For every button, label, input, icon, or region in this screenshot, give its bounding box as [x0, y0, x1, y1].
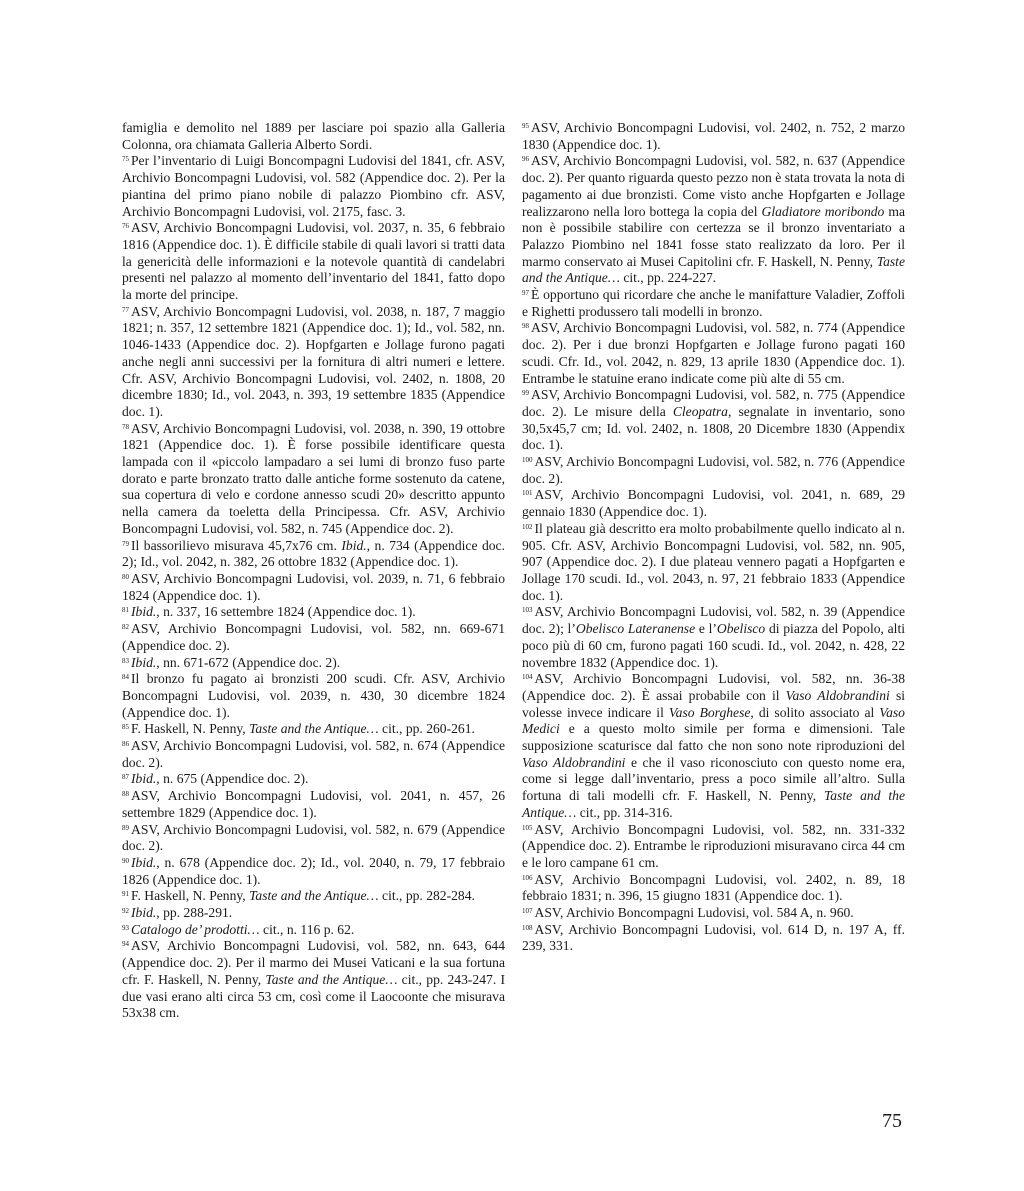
- footnote: [522, 487, 905, 520]
- footnote-text: Ibid., n. 678 (Appendice doc. 2); Id., vol. 2040, n. 79, 17 febbraio 1826 (Appendice doc. 1).: [122, 854, 505, 887]
- footnote: [122, 538, 505, 571]
- footnote-number: 101: [522, 489, 533, 498]
- footnote-text: È opportuno qui ricordare che anche le manifatture Valadier, Zoffoli e Righetti produssero tali modelli in bronzo.: [522, 287, 905, 319]
- footnote-number: 97: [522, 289, 529, 298]
- footnote: [522, 320, 905, 387]
- footnote-text: Il plateau già descritto era molto probabilmente quello indicato al n. 905. Cfr. ASV, Archivio Boncompagni Ludovisi, vol. 582, nn. 905, 907 (Appendice doc. 2). I due plateau vennero pagati a Hopfgarten e Jollage 170 scudi. Id., vol. 2043, n. 97, 21 febbraio 1833 (Appendice doc. 1).: [522, 520, 905, 603]
- footnote: [122, 788, 505, 821]
- footnote-text: ASV, Archivio Boncompagni Ludovisi, vol. 614 D, n. 197 A, ff. 239, 331.: [522, 921, 905, 954]
- footnote-text: ASV, Archivio Boncompagni Ludovisi, vol. 2038, n. 390, 19 ottobre 1821 (Appendice doc. 1). È forse possibile identificare questa lampada con il «piccolo lampadaro a sei lumi di bronzo fuso parte dorato e parte bronzato tratto dalle antiche forme sostenuto da catene, sua copertura di velo e cordone annesso scudi 20» descritto appunto nella camera da toeletta della Principessa. Cfr. ASV, Archivio Boncompagni Ludovisi, vol. 582, n. 745 (Appendice doc. 2).: [122, 420, 505, 536]
- footnote-number: 98: [522, 322, 529, 331]
- footnote: [522, 604, 905, 671]
- footnote-text: ASV, Archivio Boncompagni Ludovisi, vol. 2037, n. 35, 6 febbraio 1816 (Appendice doc. 1). È difficile stabile di quali lavori si tratti data la genericità delle informazioni e la notevole quantità di candelabri presenti nel palazzo al momento dell’inventario del 1841, fatto dopo la morte del principe.: [122, 220, 505, 303]
- footnote-text: ASV, Archivio Boncompagni Ludovisi, vol. 2041, n. 457, 26 settembre 1829 (Appendice doc. 1).: [122, 788, 505, 820]
- page-number: 75: [882, 1110, 902, 1132]
- footnote: [122, 738, 505, 771]
- footnote: [522, 287, 905, 320]
- footnote-number: 85: [122, 723, 129, 732]
- footnote-number: 91: [122, 890, 129, 899]
- footnote-number: 105: [522, 823, 533, 832]
- footnote-text: ASV, Archivio Boncompagni Ludovisi, vol. 582, nn. 643, 644 (Appendice doc. 2). Per il marmo dei Musei Vaticani e la sua fortuna cfr. F. Haskell, N. Penny, Taste and the Antique… cit., pp. 243-247. I due vasi erano alti circa 53 cm, così come il Laocoonte che misurava 53x38 cm.: [122, 938, 505, 1021]
- footnote-text: Il bronzo fu pagato ai bronzisti 200 scudi. Cfr. ASV, Archivio Boncompagni Ludovisi, vol. 2039, n. 430, 30 dicembre 1824 (Appendice doc. 1).: [122, 671, 505, 720]
- footnote: [522, 120, 905, 153]
- footnote: [522, 671, 905, 821]
- footnote-text: Ibid., n. 337, 16 settembre 1824 (Appendice doc. 1).: [131, 604, 416, 620]
- footnote: [522, 387, 905, 454]
- footnote-text: Catalogo de’ prodotti… cit., n. 116 p. 62.: [131, 921, 355, 937]
- footnote-list-left: [122, 153, 505, 1022]
- footnote: [122, 922, 505, 939]
- footnote-text: ASV, Archivio Boncompagni Ludovisi, vol. 584 A, n. 960.: [534, 905, 854, 921]
- footnote: [122, 571, 505, 604]
- footnote-text: ASV, Archivio Boncompagni Ludovisi, vol. 582, n. 774 (Appendice doc. 2). Per i due bronzi Hopfgarten e Jollage furono pagati 160 scudi. Cfr. Id., vol. 2042, n. 829, 13 aprile 1830 (Appendice doc. 1). Entrambe le statuine erano indicate come più alte di 55 cm.: [522, 320, 905, 386]
- footnote-number: 88: [122, 790, 129, 799]
- footnote-number: 108: [522, 923, 533, 932]
- footnote-text: ASV, Archivio Boncompagni Ludovisi, vol. 582, nn. 669-671 (Appendice doc. 2).: [122, 621, 505, 653]
- footnote-text: Ibid., pp. 288-291.: [131, 905, 233, 921]
- footnote: [122, 421, 505, 538]
- footnote: [122, 621, 505, 654]
- footnote-number: 103: [522, 606, 533, 615]
- footnote-text: ASV, Archivio Boncompagni Ludovisi, vol. 2039, n. 71, 6 febbraio 1824 (Appendice doc. 1).: [122, 570, 505, 603]
- footnote-number: 83: [122, 656, 129, 665]
- footnote-number: 77: [122, 305, 129, 314]
- footnote-number: 81: [122, 606, 129, 615]
- footnote-number: 82: [122, 623, 129, 632]
- footnote-continuation: famiglia e demolito nel 1889 per lasciare poi spazio alla Galleria Colonna, ora chiamata Galleria Alberto Sordi.: [122, 120, 505, 152]
- footnotes-left-column: [122, 120, 505, 1022]
- footnote-number: 75: [122, 155, 129, 164]
- footnote: [122, 888, 505, 905]
- footnote-text: Ibid., n. 675 (Appendice doc. 2).: [131, 771, 309, 787]
- footnote-number: 104: [522, 673, 533, 682]
- footnote-number: 106: [522, 873, 533, 882]
- footnote: [122, 822, 505, 855]
- footnote-text: ASV, Archivio Boncompagni Ludovisi, vol. 582, n. 776 (Appendice doc. 2).: [522, 454, 905, 486]
- footnote-text: ASV, Archivio Boncompagni Ludovisi, vol. 582, n. 775 (Appendice doc. 2). Le misure della Cleopatra, segnalate in inventario, sono 30,5x45,7 cm; Id. vol. 2402, n. 1808, 20 Dicembre 1830 (Appendix doc. 1).: [522, 387, 905, 453]
- footnote-number: 102: [522, 522, 533, 531]
- footnote: [122, 721, 505, 738]
- footnote-number: 76: [122, 222, 129, 231]
- footnote-number: 79: [122, 539, 129, 548]
- footnote: [122, 855, 505, 888]
- footnote-text: ASV, Archivio Boncompagni Ludovisi, vol. 582, n. 674 (Appendice doc. 2).: [122, 738, 505, 770]
- footnote-number: 99: [522, 389, 529, 398]
- footnote: [522, 521, 905, 605]
- footnote: [122, 220, 505, 304]
- footnote-list-right: [522, 120, 905, 955]
- footnote-text: ASV, Archivio Boncompagni Ludovisi, vol. 2038, n. 187, 7 maggio 1821; n. 357, 12 settembre 1821 (Appendice doc. 1); Id., vol. 582, nn. 1046-1433 (Appendice doc. 2). Hopfgarten e Jollage furono pagati anche negli anni successivi per la fornitura di altri numeri e lettere. Cfr. ASV, Archivio Boncompagni Ludovisi, vol. 2402, n. 1808, 20 dicembre 1830; Id., vol. 2043, n. 393, 19 settembre 1835 (Appendice doc. 1).: [122, 303, 505, 419]
- footnote-number: 92: [122, 907, 129, 916]
- footnote: [122, 938, 505, 1022]
- footnote: [522, 922, 905, 955]
- footnote-number: 93: [122, 923, 129, 932]
- footnote-text: ASV, Archivio Boncompagni Ludovisi, vol. 2402, n. 752, 2 marzo 1830 (Appendice doc. 1).: [522, 120, 905, 152]
- footnote-number: 89: [122, 823, 129, 832]
- footnote-text: ASV, Archivio Boncompagni Ludovisi, vol. 2402, n. 89, 18 febbraio 1831; n. 396, 15 giugno 1831 (Appendice doc. 1).: [522, 871, 905, 904]
- footnote-number: 107: [522, 907, 533, 916]
- footnote: [122, 604, 505, 621]
- footnote-text: F. Haskell, N. Penny, Taste and the Antique… cit., pp. 260-261.: [131, 721, 475, 737]
- footnote-text: Il bassorilievo misurava 45,7x76 cm. Ibid., n. 734 (Appendice doc. 2); Id., vol. 2042, n. 382, 26 ottobre 1832 (Appendice doc. 1).: [122, 537, 505, 570]
- footnote-number: 100: [522, 456, 533, 465]
- footnote: [522, 822, 905, 872]
- footnote: [122, 153, 505, 220]
- footnote-text: F. Haskell, N. Penny, Taste and the Antique… cit., pp. 282-284.: [131, 888, 475, 904]
- footnote: [122, 771, 505, 788]
- footnote: [522, 153, 905, 287]
- footnote: [122, 671, 505, 721]
- footnote-number: 94: [122, 940, 129, 949]
- footnote-text: ASV, Archivio Boncompagni Ludovisi, vol. 582, n. 679 (Appendice doc. 2).: [122, 821, 505, 854]
- footnote-number: 87: [122, 773, 129, 782]
- footnote-text: ASV, Archivio Boncompagni Ludovisi, vol. 582, nn. 331-332 (Appendice doc. 2). Entrambe le riproduzioni misuravano circa 44 cm e le loro campane 61 cm.: [522, 821, 905, 870]
- footnote: [122, 655, 505, 672]
- footnote-number: 95: [522, 122, 529, 130]
- footnote: [522, 872, 905, 905]
- footnote-text: Ibid., nn. 671-672 (Appendice doc. 2).: [131, 654, 341, 670]
- footnote-number: 80: [122, 572, 129, 581]
- footnote-text: ASV, Archivio Boncompagni Ludovisi, vol. 2041, n. 689, 29 gennaio 1830 (Appendice doc. 1).: [522, 487, 905, 520]
- footnote-text: ASV, Archivio Boncompagni Ludovisi, vol. 582, nn. 36-38 (Appendice doc. 2). È assai probabile con il Vaso Aldobrandini si volesse invece indicare il Vaso Borghese, di solito associato al Vaso Medici e a questo molto simile per forma e dimensioni. Tale supposizione scaturisce dal fatto che non sono note riproduzioni del Vaso Aldobrandini e che il vaso riconosciuto con questo nome era, come si legge dall’inventario, press a poco simile all’altro. Sulla fortuna di tali modelli cfr. F. Haskell, N. Penny, Taste and the Antique… cit., pp. 314-316.: [522, 671, 906, 820]
- footnote-text: ASV, Archivio Boncompagni Ludovisi, vol. 582, n. 39 (Appendice doc. 2); l’Obelisco Lateranense e l’Obelisco di piazza del Popolo, alti poco più di 60 cm, furono pagati 160 scudi. Id., vol. 2042, n. 428, 22 novembre 1832 (Appendice doc. 1).: [522, 604, 905, 670]
- footnote: [522, 454, 905, 487]
- footnotes-right-column: [522, 120, 905, 955]
- footnote: [522, 905, 905, 922]
- footnote: [122, 905, 505, 922]
- footnote-text: ASV, Archivio Boncompagni Ludovisi, vol. 582, n. 637 (Appendice doc. 2). Per quanto riguarda questo pezzo non è stata trovata la nota di pagamento ai due bronzisti. Come visto anche Hopfgarten e Jollage realizzarono nella loro bottega la copia del Gladiatore moribondo ma non è possibile stabilire con certezza se il bronzo inventariato a Palazzo Piombino nel 1841 fosse stato realizzato da loro. Per il marmo conservato ai Musei Capitolini cfr. F. Haskell, N. Penny, Taste and the Antique… cit., pp. 224-227.: [522, 153, 905, 286]
- footnote-number: 78: [122, 422, 129, 431]
- footnote-number: 86: [122, 740, 129, 749]
- footnote: [122, 304, 505, 421]
- footnote-number: 84: [122, 673, 129, 682]
- footnote-number: 96: [522, 155, 529, 164]
- footnote-number: 90: [122, 856, 129, 865]
- footnote-text: Per l’inventario di Luigi Boncompagni Ludovisi del 1841, cfr. ASV, Archivio Boncompagni Ludovisi, vol. 582 (Appendice doc. 2). Per la piantina del primo piano nobile di palazzo Piombino cfr. ASV, Archivio Boncompagni Ludovisi, vol. 2175, fasc. 3.: [122, 153, 505, 219]
